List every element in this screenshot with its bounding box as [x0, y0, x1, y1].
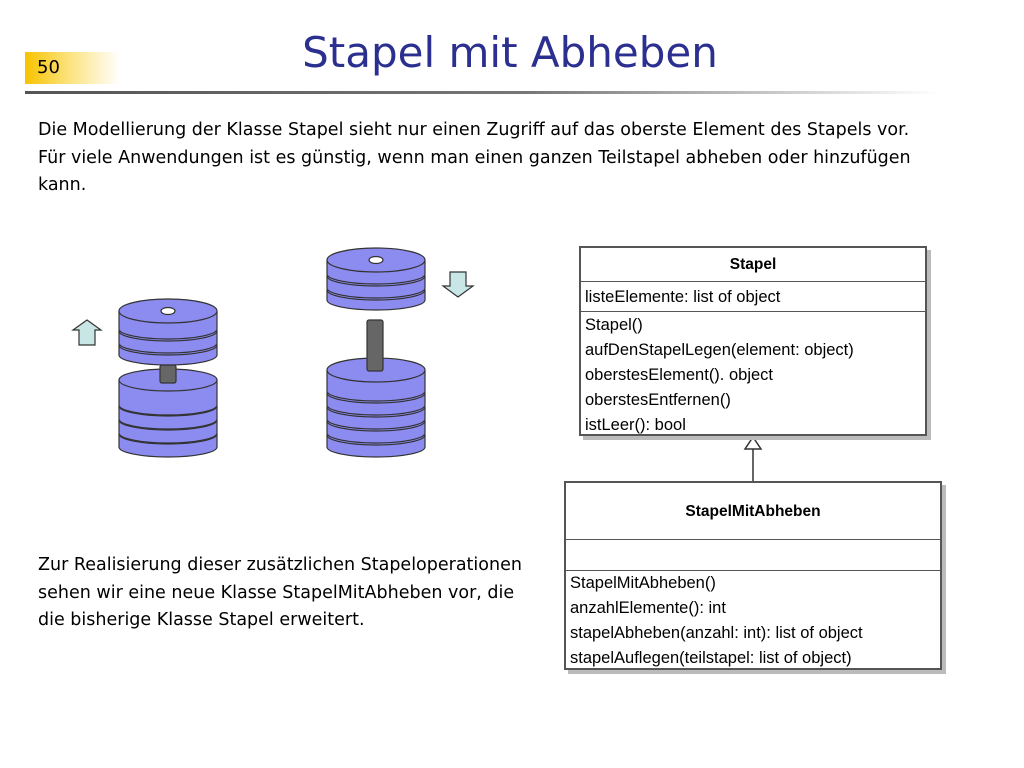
uml-operation: Stapel() [585, 316, 643, 334]
left-stack [119, 299, 217, 457]
uml-class-stapelmitabheben [564, 481, 942, 670]
uml-operations [566, 571, 940, 671]
uml-operation: aufDenStapelLegen(element: object) [585, 341, 854, 359]
uml-operation: stapelAuflegen(teilstapel: list of object) [570, 649, 852, 667]
uml-attributes [566, 540, 940, 571]
place-down-arrow [443, 272, 473, 297]
explanation-paragraph: Zur Realisierung dieser zusätzlichen Stapeloperationen sehen wir eine neue Klasse StapelMitAbheben vor, die die bisherige Klasse Stapel erweitert. [38, 555, 522, 630]
intro-paragraph: Die Modellierung der Klasse Stapel sieht nur einen Zugriff auf das oberste Element des Stapels vor. Für viele Anwendungen ist es günstig, wenn man einen ganzen Teilstapel abheben oder hinzufügen kann. [38, 120, 911, 195]
uml-class-stapel [579, 246, 927, 436]
uml-operation: oberstesElement(). object [585, 366, 774, 384]
uml-attribute: listeElemente: list of object [585, 288, 781, 306]
slide-title: Stapel mit Abheben [302, 28, 718, 77]
uml-operation: StapelMitAbheben() [570, 574, 716, 592]
uml-operations [581, 312, 925, 438]
uml-operation: istLeer(): bool [585, 416, 686, 434]
uml-operation: stapelAbheben(anzahl: int): list of object [570, 624, 863, 642]
uml-attributes [581, 282, 925, 312]
inheritance-arrowhead [745, 437, 761, 449]
uml-operation: oberstesEntfernen() [585, 391, 731, 409]
uml-class-name: Stapel [581, 248, 925, 282]
slide-number: 50 [25, 52, 120, 84]
middle-stack [327, 248, 425, 457]
uml-operation: anzahlElemente(): int [570, 599, 726, 617]
uml-class-name: StapelMitAbheben [566, 483, 940, 540]
lift-up-arrow [73, 320, 101, 345]
